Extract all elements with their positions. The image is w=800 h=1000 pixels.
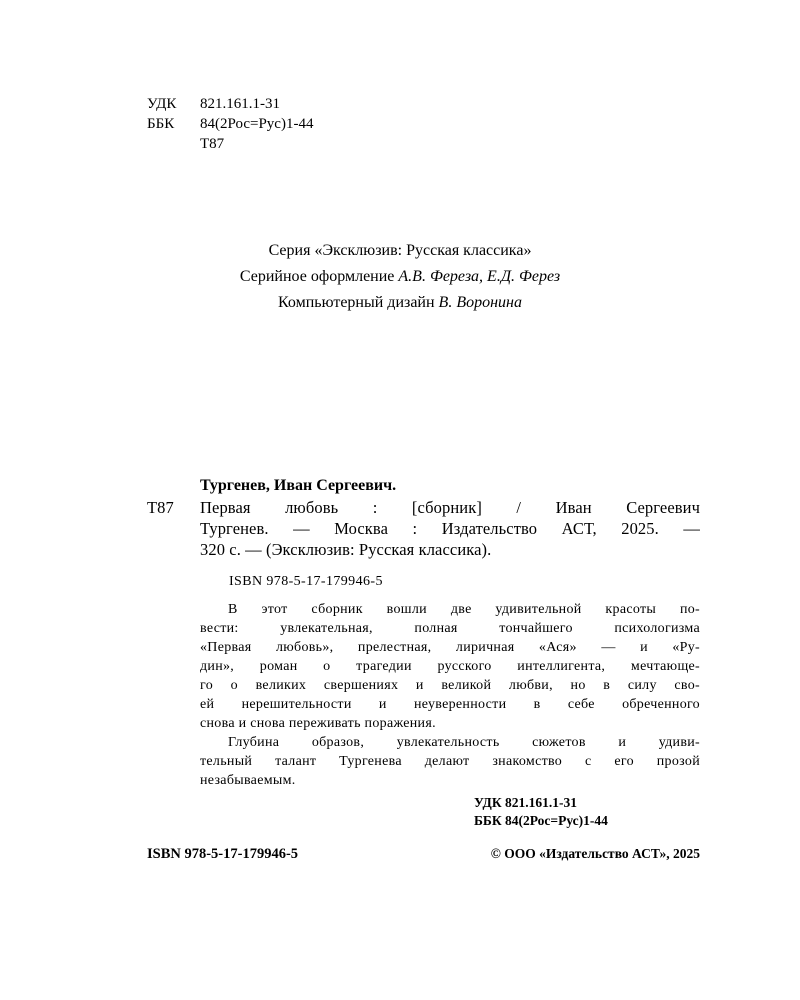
udk-bottom: УДК 821.161.1-31 <box>474 795 577 810</box>
annotation-line: Глубина образов, увлекательность сюжетов и удиви- <box>228 735 700 750</box>
annotation-line: «Первая любовь», прелестная, лиричная «Ася» — и «Ру- <box>200 640 700 655</box>
computer-design-prefix: Компьютерный дизайн <box>278 294 439 311</box>
bibliographic-record <box>147 475 700 830</box>
author-mark: Т87 <box>200 136 225 152</box>
footer <box>147 844 700 864</box>
computer-design-credit <box>0 290 800 316</box>
annotation-line: вести: увлекательная, полная тончайшего психологизма <box>200 621 700 636</box>
udk-label: УДК <box>147 96 177 112</box>
bibliographic-description <box>147 497 700 560</box>
computer-design-name: В. Воронина <box>438 294 522 311</box>
annotation-line: незабываемым. <box>200 773 296 788</box>
author-heading: Тургенев, Иван Сергеевич. <box>200 477 397 494</box>
bbk-row <box>147 114 313 134</box>
series-title: Серия «Эксклюзив: Русская классика» <box>268 242 532 259</box>
annotation <box>147 600 700 790</box>
classification-bottom <box>147 794 700 830</box>
bib-author-mark: Т87 <box>147 498 174 517</box>
classification-block <box>147 94 313 154</box>
udk-value: 821.161.1-31 <box>200 96 280 112</box>
copyright: © ООО «Издательство АСТ», 2025 <box>490 846 700 861</box>
bbk-label: ББК <box>147 116 175 132</box>
bib-isbn: ISBN 978-5-17-179946-5 <box>229 574 383 589</box>
bbk-bottom: ББК 84(2Рос=Рус)1-44 <box>474 813 608 828</box>
bbk-value: 84(2Рос=Рус)1-44 <box>200 116 314 132</box>
bib-line: 320 с. — (Эксклюзив: Русская классика). <box>200 540 492 559</box>
series-credits <box>0 238 800 316</box>
bib-line: Первая любовь : [сборник] / Иван Сергеевич <box>200 498 700 517</box>
annotation-line: В этот сборник вошли две удивительной красоты по- <box>228 602 700 617</box>
footer-isbn: ISBN 978-5-17-179946-5 <box>147 846 299 862</box>
annotation-line: го о великих свершениях и великой любви, но в силу сво- <box>200 678 700 693</box>
udk-row <box>147 94 313 114</box>
annotation-line: тельный талант Тургенева делают знакомство с его прозой <box>200 754 700 769</box>
series-design-names: А.В. Фереза, Е.Д. Ферез <box>398 268 561 285</box>
author-mark-row <box>147 134 313 154</box>
bib-line: Тургенев. — Москва : Издательство АСТ, 2025. — <box>200 519 700 538</box>
series-design-prefix: Серийное оформление <box>239 268 399 285</box>
annotation-line: снова и снова переживать поражения. <box>200 716 436 731</box>
series-design-credit <box>0 264 800 290</box>
annotation-line: ей нерешительности и неуверенности в себе обреченного <box>200 697 700 712</box>
annotation-line: дин», роман о трагедии русского интеллигента, мечтающе- <box>200 659 700 674</box>
